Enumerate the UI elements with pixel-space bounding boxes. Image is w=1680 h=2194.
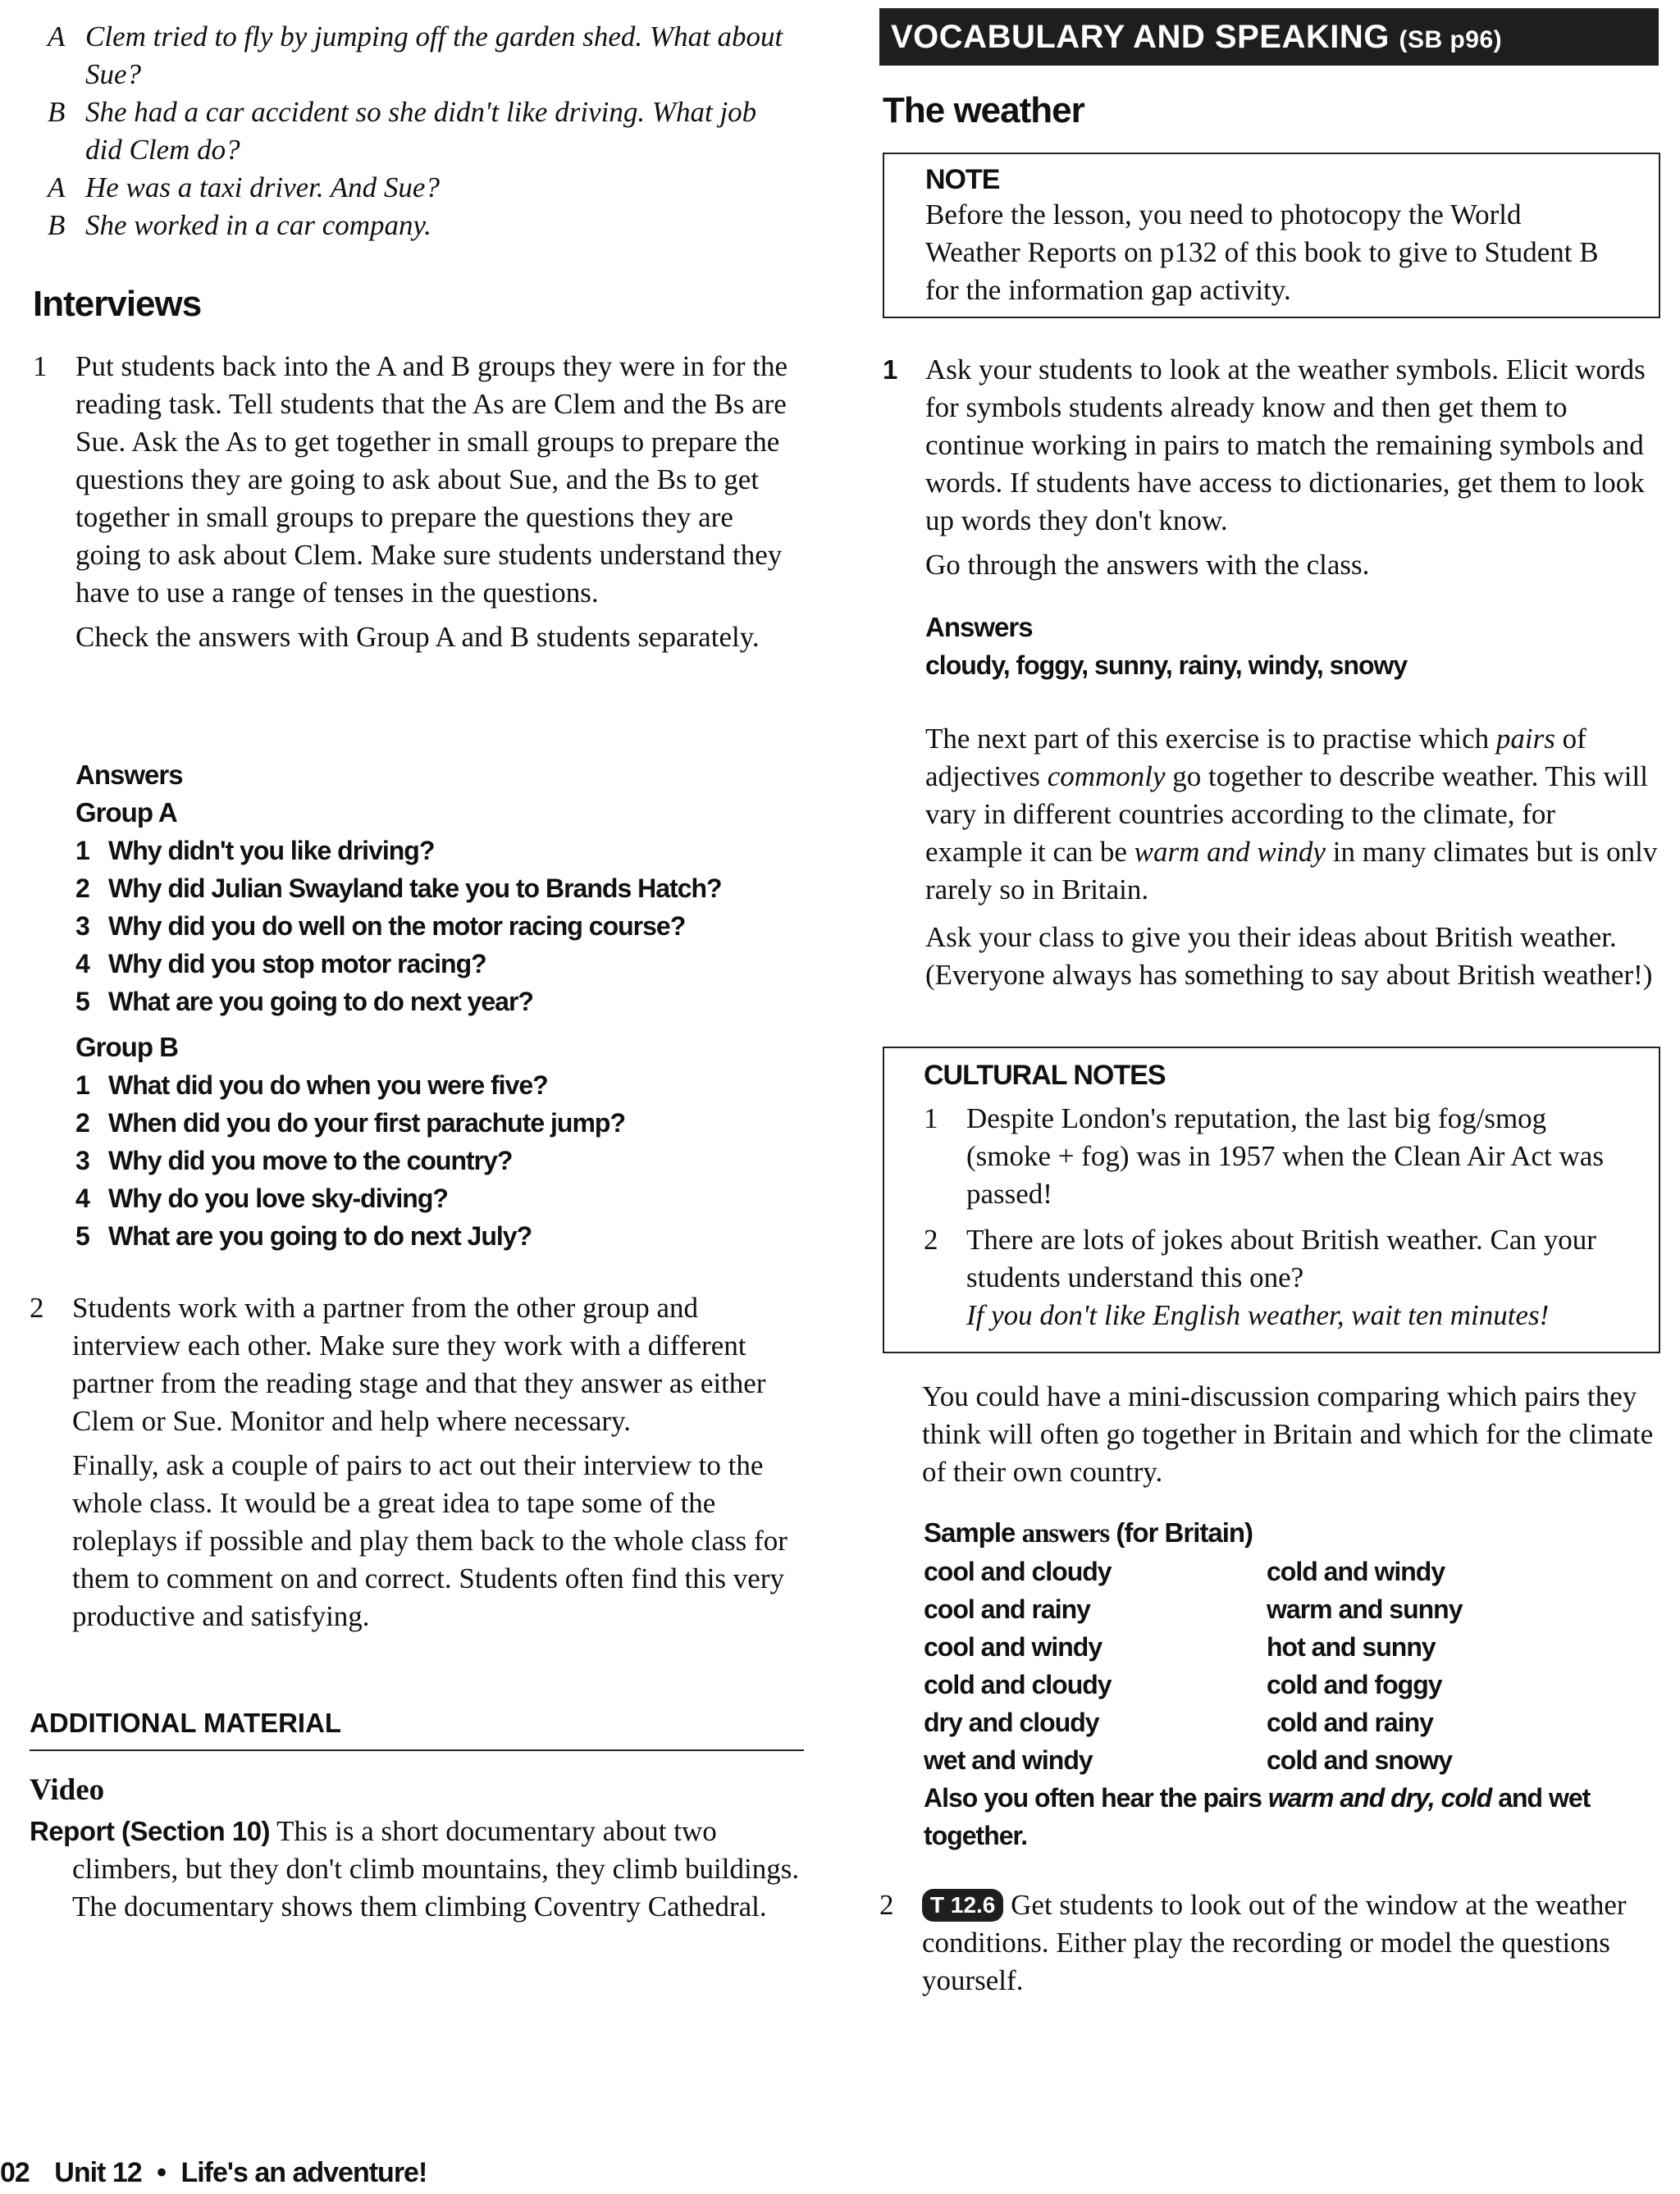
banner-page-ref: (SB p96) bbox=[1399, 26, 1503, 53]
sample-pair: cold and cloudy bbox=[924, 1670, 1112, 1699]
answer-text: Why did you do well on the motor racing course? bbox=[108, 911, 686, 941]
answer-line bbox=[75, 869, 797, 907]
answer-line bbox=[75, 945, 797, 983]
answer-text: Why didn't you like driving? bbox=[108, 836, 435, 865]
weather-item-2 bbox=[879, 1886, 1659, 2000]
answer-number: 3 bbox=[75, 911, 89, 941]
sample-answers-label bbox=[924, 1514, 1659, 1553]
item-text-followup: Go through the answers with the class. bbox=[925, 549, 1370, 581]
unit-label: Unit 12 bbox=[54, 2157, 142, 2188]
item-number: 2 bbox=[30, 1292, 44, 1324]
text-run-italic: warm and dry, cold bbox=[1267, 1783, 1492, 1813]
text-run: The next part of this exercise is to practise which bbox=[925, 723, 1496, 755]
video-label: Report (Section 10) bbox=[30, 1816, 271, 1846]
sample-pair: cold and foggy bbox=[1267, 1670, 1442, 1699]
item-number: 1 bbox=[33, 350, 48, 382]
text-run: Also you often hear the pairs bbox=[924, 1783, 1268, 1813]
item-text-followup: Finally, ask a couple of pairs to act out their interview to the whole class. It would be a great idea to tape some of the roleplays if possible and play them back to the whole class for them to comment on and correct. Students often find this very productive and satisfying. bbox=[72, 1449, 788, 1632]
dialogue bbox=[48, 18, 786, 244]
interviews-item-1 bbox=[33, 348, 796, 656]
dialogue-text: Clem tried to fly by jumping off the garden shed. What about Sue? bbox=[85, 21, 783, 90]
note-text: Despite London's reputation, the last big fog/smog (smoke + fog) was in 1957 when the Clean Air Act was passed! bbox=[966, 1102, 1604, 1210]
answer-text: What are you going to do next year? bbox=[108, 987, 533, 1016]
banner-title: VOCABULARY AND SPEAKING bbox=[891, 19, 1399, 55]
dialogue-speaker: B bbox=[48, 209, 66, 241]
answer-number: 5 bbox=[75, 1221, 89, 1251]
answer-text: When did you do your first parachute jump? bbox=[108, 1108, 626, 1138]
dialogue-line bbox=[48, 207, 786, 244]
answer-line bbox=[75, 1104, 797, 1142]
answer-number: 5 bbox=[75, 987, 89, 1016]
dialogue-line bbox=[48, 169, 786, 207]
group-b-label: Group B bbox=[75, 1032, 178, 1062]
note-joke: If you don't like English weather, wait ten minutes! bbox=[966, 1299, 1550, 1331]
answer-text: Why do you love sky-diving? bbox=[108, 1184, 448, 1213]
ask-paragraph: Ask your class to give you their ideas about British weather. (Everyone always has something to say about British weather!) bbox=[925, 921, 1653, 991]
text-run: go together to describe weather. This will vary in different countries according to the climate, for example it can be bbox=[925, 760, 1648, 868]
text-run: of adjectives bbox=[925, 723, 1586, 792]
answer-line bbox=[75, 983, 797, 1020]
video-description bbox=[30, 1813, 801, 1926]
dialogue-speaker: B bbox=[48, 96, 66, 128]
answer-number: 2 bbox=[75, 873, 89, 903]
text-run-italic: commonly bbox=[1047, 760, 1166, 792]
answer-text: Why did you move to the country? bbox=[108, 1146, 513, 1175]
note-title: NOTE bbox=[925, 164, 1000, 195]
sample-pair: cold and snowy bbox=[1267, 1745, 1453, 1775]
dialogue-text: She worked in a car company. bbox=[85, 209, 431, 241]
answers-text: cloudy, foggy, sunny, rainy, windy, snowy bbox=[925, 650, 1408, 680]
answers-label: Answers bbox=[925, 612, 1033, 642]
cultural-notes-title: CULTURAL NOTES bbox=[924, 1060, 1166, 1091]
sample-answers bbox=[924, 1514, 1659, 1854]
item-text: Students work with a partner from the other group and interview each other. Make sure they work with a different partner from the reading stage and that they answer as either Clem or Sue. Monitor and help where necessary. bbox=[72, 1292, 766, 1437]
video-text: This is a short documentary about two climbers, but they don't climb mountains, they climb buildings. The documentary shows them climbing Coventry Cathedral. bbox=[72, 1815, 800, 1923]
section-banner bbox=[879, 8, 1659, 66]
sample-pair: cold and rainy bbox=[1267, 1708, 1433, 1737]
sample-pair: wet and windy bbox=[924, 1745, 1093, 1775]
answer-number: 4 bbox=[75, 949, 89, 978]
video-heading: Video bbox=[30, 1773, 105, 1807]
answer-line bbox=[75, 1179, 797, 1217]
item-text: Put students back into the A and B groups they were in for the reading task. Tell students that the As are Clem and the Bs are Sue. Ask the As to get together in small groups to prepare the questions they are going to ask about Sue, and the Bs to get together in small groups to prepare the questions they are going to ask about Clem. Make sure students understand they have to use a range of tenses in the questions. bbox=[75, 350, 788, 609]
answer-text: What did you do when you were five? bbox=[108, 1070, 548, 1100]
cultural-notes-box bbox=[883, 1047, 1660, 1353]
answer-text: What are you going to do next July? bbox=[108, 1221, 532, 1251]
text-run: and wet together. bbox=[924, 1783, 1591, 1850]
weather-answers bbox=[925, 609, 1655, 684]
item-text-followup: Check the answers with Group A and B students separately. bbox=[75, 621, 760, 653]
note-number: 1 bbox=[924, 1102, 938, 1134]
text-run-italic: warm and windy bbox=[1134, 836, 1326, 868]
answer-text: Why did Julian Swayland take you to Brands Hatch? bbox=[108, 873, 722, 903]
dialogue-speaker: A bbox=[48, 21, 66, 52]
sample-pair: hot and sunny bbox=[1267, 1632, 1436, 1662]
pairs-paragraph bbox=[925, 720, 1659, 909]
cultural-note-1 bbox=[924, 1100, 1629, 1213]
sample-answers-grid bbox=[924, 1553, 1659, 1779]
interviews-item-2 bbox=[30, 1289, 801, 1635]
answer-line bbox=[75, 1142, 797, 1179]
section-divider bbox=[30, 1749, 804, 1751]
text-run: (for Britain) bbox=[1109, 1517, 1253, 1548]
weather-heading: The weather bbox=[883, 90, 1084, 130]
answer-line bbox=[75, 1217, 797, 1255]
dialogue-text: He was a taxi driver. And Sue? bbox=[85, 171, 440, 203]
unit-title: Life's an adventure! bbox=[180, 2157, 427, 2188]
answer-number: 1 bbox=[75, 1070, 89, 1100]
answer-number: 4 bbox=[75, 1184, 89, 1213]
note-number: 2 bbox=[924, 1224, 938, 1256]
item-number: 2 bbox=[879, 1889, 894, 1921]
item-text: Get students to look out of the window at the weather conditions. Either play the recording or model the questions yourself. bbox=[922, 1889, 1627, 1996]
sample-pair: warm and sunny bbox=[1267, 1594, 1463, 1624]
mini-discussion-paragraph: You could have a mini-discussion comparing which pairs they think will often go together in Britain and which for the climate of their own country. bbox=[922, 1380, 1654, 1488]
note-text: Before the lesson, you need to photocopy the World Weather Reports on p132 of this book to give to Student B for the information gap activity. bbox=[925, 198, 1599, 306]
sample-pair: cool and cloudy bbox=[924, 1557, 1112, 1586]
cultural-note-2 bbox=[924, 1221, 1629, 1334]
answer-line bbox=[75, 1066, 797, 1104]
answer-number: 1 bbox=[75, 836, 89, 865]
answer-text: Why did you stop motor racing? bbox=[108, 949, 486, 978]
sample-pair: cold and windy bbox=[1267, 1557, 1445, 1586]
answer-number: 2 bbox=[75, 1108, 89, 1138]
text-run-bold: answers bbox=[1021, 1519, 1110, 1549]
note-text: There are lots of jokes about British weather. Can your students understand this one? bbox=[966, 1224, 1596, 1293]
text-run: Sample bbox=[924, 1517, 1022, 1548]
note-box bbox=[883, 153, 1660, 318]
page-number: 02 bbox=[0, 2157, 30, 2188]
recording-tag: T 12.6 bbox=[922, 1889, 1003, 1922]
footer-bullet: • bbox=[157, 2157, 166, 2188]
sample-pair: cool and windy bbox=[924, 1632, 1102, 1662]
dialogue-text: She had a car accident so she didn't like driving. What job did Clem do? bbox=[85, 96, 757, 166]
item-number: 1 bbox=[883, 354, 898, 385]
answer-number: 3 bbox=[75, 1146, 89, 1175]
sample-pair: dry and cloudy bbox=[924, 1708, 1099, 1737]
dialogue-line bbox=[48, 94, 786, 169]
group-a-label: Group A bbox=[75, 797, 177, 828]
additional-material-heading: ADDITIONAL MATERIAL bbox=[30, 1708, 342, 1738]
weather-item-1 bbox=[883, 351, 1660, 584]
item-text: Ask your students to look at the weather symbols. Elicit words for symbols students already know and then get them to continue working in pairs to match the remaining symbols and words. If students have access to dictionaries, get them to look up words they don't know. bbox=[925, 354, 1646, 536]
interviews-heading: Interviews bbox=[33, 284, 202, 324]
text-run-italic: pairs bbox=[1495, 723, 1555, 755]
sample-also-note bbox=[924, 1779, 1646, 1854]
answer-line bbox=[75, 907, 797, 945]
text-run: in many climates but is onlv rarely so in Britain. bbox=[925, 836, 1658, 905]
answers-label: Answers bbox=[75, 759, 183, 790]
sample-pair: cool and rainy bbox=[924, 1594, 1090, 1624]
page-footer bbox=[0, 2157, 427, 2189]
answer-line bbox=[75, 832, 797, 869]
answers-block bbox=[75, 756, 797, 1255]
dialogue-line bbox=[48, 18, 786, 94]
dialogue-speaker: A bbox=[48, 171, 66, 203]
